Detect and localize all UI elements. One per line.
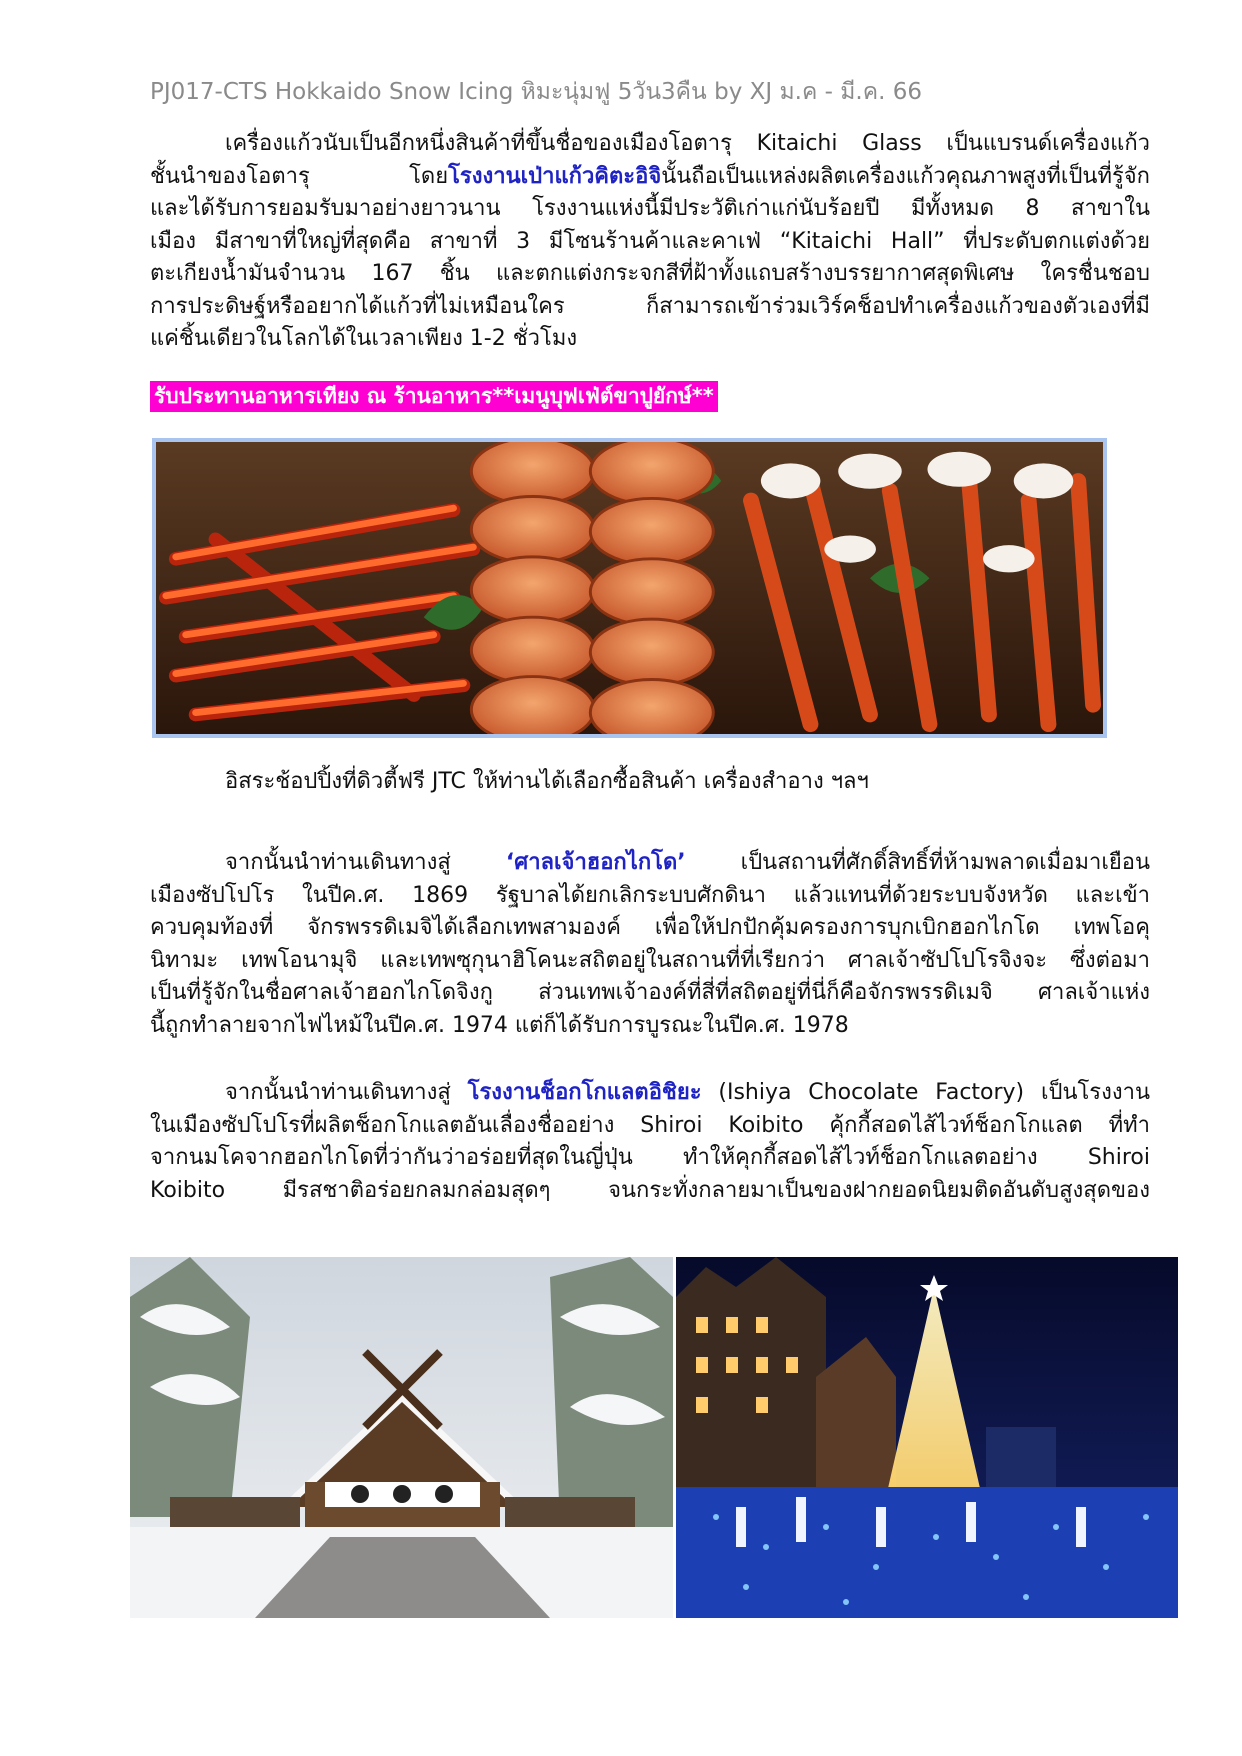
text-line: จากนมโคจากฮอกไกโดที่ว่ากันว่าอร่อยที่สุดในญี่ปุ่น ทำให้คุกกี้สอดไส้ไวท์ช็อกโกแลตอย่าง Shiroi — [150, 1145, 1150, 1170]
kitaichi-glass-factory-link: โรงงานเป่าแก้วคิตะอิจิ — [448, 163, 662, 189]
text-line: จากนั้นนำท่านเดินทางสู่ ‘ศาลเจ้าฮอกไกโด’ เป็นสถานที่ศักดิ์สิทธิ์ที่ห้ามพลาดเมื่อมาเยือน — [225, 850, 1151, 875]
ishiya-chocolate-paragraph — [150, 1077, 1150, 1207]
text-line: ชั้นนำของโอตารุ โดยโรงงานเป่าแก้วคิตะอิจินั้นถือเป็นแหล่งผลิตเครื่องแก้วคุณภาพสูงที่เป็นที่รู้จัก — [150, 163, 1150, 189]
hokkaido-shrine-title: ‘ศาลเจ้าฮอกไกโด’ — [505, 850, 686, 875]
text-line: อิสระช้อปปิ้งที่ดิวตี้ฟรี JTC ให้ท่านได้เลือกซื้อสินค้า เครื่องสำอาง ฯลฯ — [225, 769, 869, 794]
text-line: เมืองซัปโปโร ในปีค.ศ. 1869 รัฐบาลได้ยกเลิกระบบศักดินา แล้วแทนที่ด้วยระบบจังหวัด และเข้า — [150, 882, 1150, 908]
hokkaido-shrine-paragraph — [150, 847, 1150, 1042]
text-line: เป็นที่รู้จักในชื่อศาลเจ้าฮอกไกโดจิงกู ส่วนเทพเจ้าองค์ที่สี่ที่สถิตอยู่ที่นี่ก็คือจักรพรรดิเมจิ ศาลเจ้าแห่ง — [150, 980, 1150, 1005]
text-line: จากนั้นนำท่านเดินทางสู่ โรงงานช็อกโกแลตอิชิยะ (Ishiya Chocolate Factory) เป็นโรงงาน — [225, 1080, 1150, 1105]
text-line: ในเมืองซัปโปโรที่ผลิตช็อกโกแลตอันเลื่องชื่ออย่าง Shiroi Koibito คุ้กกี้สอดไส้ไวท์ช็อกโกแลต ที่ทำ — [150, 1112, 1150, 1138]
text-line: การประดิษฐ์หรืออยากได้แก้วที่ไม่เหมือนใคร ก็สามารถเข้าร่วมเวิร์คช็อปทำเครื่องแก้วของตัวเองที่มี — [150, 293, 1150, 319]
text-line: แค่ชิ้นเดียวในโลกได้ในเวลาเพียง 1-2 ชั่วโมง — [150, 326, 578, 351]
shrine-illustration — [130, 1257, 673, 1618]
lunch-banner: รับประทานอาหารเทียง ณ ร้านอาหาร**เมนูบุฟเฟ่ต์ขาปูยักษ์** — [150, 381, 718, 412]
text-line: ตะเกียงน้ำมันจำนวน 167 ชิ้น และตกแต่งกระจกสีที่ฝ้าทั้งแถบสร้างบรรยากาศสุดพิเศษ ใครชื่นชอบ — [150, 261, 1150, 286]
duty-free-paragraph — [150, 766, 1150, 799]
crab-illustration — [156, 442, 1103, 734]
text-line: และได้รับการยอมรับมาอย่างยาวนาน โรงงานแห่งนี้มีประวัติเก่าแก่นับร้อยปี มีทั้งหมด 8 สาขาใน — [150, 196, 1150, 221]
text-line: เครื่องแก้วนับเป็นอีกหนึ่งสินค้าที่ขึ้นชื่อของเมืองโอตารุ Kitaichi Glass เป็นแบรนด์เครื่องแก้ว — [225, 131, 1150, 156]
crab-buffet-photo — [152, 438, 1107, 738]
hokkaido-shrine-photo — [130, 1257, 673, 1618]
text-line: ควบคุมท้องที่ จักรพรรดิเมจิได้เลือกเทพสามองค์ เพื่อให้ปกปักคุ้มครองการบุกเบิกฮอกไกโด เทพโอคุ — [150, 915, 1150, 940]
ishiya-factory-title: โรงงานช็อกโกแลตอิชิยะ — [467, 1080, 702, 1105]
illuminated-village-illustration — [676, 1257, 1178, 1618]
text-line: นี้ถูกทำลายจากไฟไหม้ในปีค.ศ. 1974 แต่ก็ได้รับการบูรณะในปีค.ศ. 1978 — [150, 1012, 849, 1038]
document-header: PJ017-CTS Hokkaido Snow Icing หิมะนุ่มฟู 5วัน3คืน by XJ ม.ค - มี.ค. 66 — [150, 79, 922, 105]
text-line: นิทามะ เทพโอนามุจิ และเทพซุกุนาฮิโคนะสถิตอยู่ในสถานที่ที่เรียกว่า ศาลเจ้าซัปโปโรจิงจะ ซึ่งต่อมา — [150, 947, 1150, 973]
text-line: เมือง มีสาขาที่ใหญ่ที่สุดคือ สาขาที่ 3 มีโซนร้านค้าและคาเฟ่ “Kitaichi Hall” ที่ประดับตกแต่งด้วย — [150, 228, 1150, 254]
text-line: Koibito มีรสชาติอร่อยกลมกล่อมสุดๆ จนกระทั่งกลายมาเป็นของฝากยอดนิยมติดอันดับสูงสุดของ — [150, 1177, 1150, 1203]
glass-paragraph — [150, 128, 1150, 356]
shiroi-koibito-park-night-photo — [676, 1257, 1178, 1618]
